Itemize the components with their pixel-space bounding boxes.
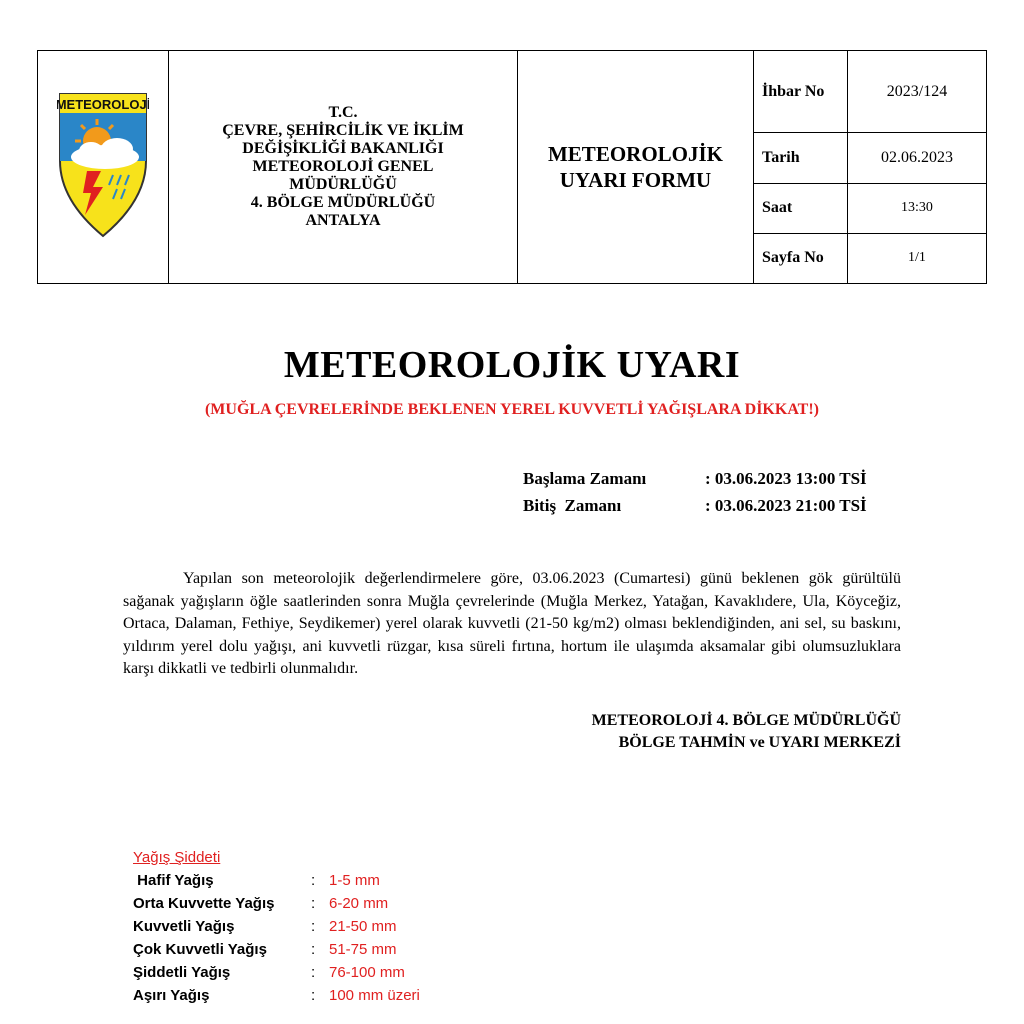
field-label-sayfa: Sayfa No <box>754 233 848 283</box>
signature-line: METEOROLOJİ 4. BÖLGE MÜDÜRLÜĞÜ <box>591 712 901 729</box>
ministry-line: MÜDÜRLÜĞÜ <box>289 176 397 193</box>
start-time-value: : 03.06.2023 13:00 TSİ <box>705 469 867 488</box>
scale-range: 1-5 mm <box>329 872 380 889</box>
ministry-line: DEĞİŞİKLİĞİ BAKANLIĞI <box>242 140 444 157</box>
scale-colon: : <box>311 941 316 958</box>
scale-colon: : <box>311 987 316 1004</box>
ministry-line: T.C. <box>328 104 358 121</box>
ministry-line: ANTALYA <box>305 212 381 229</box>
page-title: METEOROLOJİK UYARI <box>283 344 741 386</box>
header-table <box>37 50 987 284</box>
field-value-tarih: 02.06.2023 <box>848 133 987 183</box>
meteoroloji-logo <box>57 91 149 239</box>
scale-name: Orta Kuvvette Yağış <box>133 895 275 912</box>
precipitation-scale <box>133 846 420 1007</box>
scale-row <box>133 938 420 961</box>
ministry-cell <box>169 51 518 284</box>
scale-colon: : <box>311 918 316 935</box>
scale-range: 76-100 mm <box>329 964 405 981</box>
time-block <box>523 465 867 519</box>
field-value-sayfa: 1/1 <box>848 233 987 283</box>
logo-cell <box>38 51 169 284</box>
scale-row <box>133 984 420 1007</box>
field-value-saat: 13:30 <box>848 183 987 233</box>
field-label-tarih: Tarih <box>754 133 848 183</box>
start-time-row <box>523 465 867 492</box>
ministry-line: METEOROLOJİ GENEL <box>252 158 434 175</box>
scale-row <box>133 869 420 892</box>
warning-subtitle: (MUĞLA ÇEVRELERİNDE BEKLENEN YEREL KUVVETLİ YAĞIŞLARA DİKKAT!) <box>204 401 820 418</box>
start-time-label: Başlama Zamanı <box>523 469 647 488</box>
warning-body: Yapılan son meteorolojik değerlendirmelere göre, 03.06.2023 (Cumartesi) günü beklenen gök gürültülü sağanak yağışların öğle saatlerinden sonra Muğla çevrelerinde (Muğla Merkez, Yatağan, Kavaklıdere, Ula, Köyceğiz, Ortaca, Dalaman, Fethiye, Seydikemer) yerel olarak kuvvetli (21-50 kg/m2) olması beklendiğinden, ani sel, su baskını, yıldırım yerel dolu yağışı, ani kuvvetli rüzgar, kısa süreli fırtına, hortum ile ulaşımda aksamalar gibi olumsuzluklara karşı dikkatli ve tedbirli olunmalıdır. <box>123 570 901 677</box>
field-value-ihbar: 2023/124 <box>848 51 987 133</box>
scale-range: 6-20 mm <box>329 895 389 912</box>
end-time-label: Bitiş Zamanı <box>523 496 622 515</box>
scale-name: Şiddetli Yağış <box>133 964 231 981</box>
scale-row <box>133 961 420 984</box>
signature-line: BÖLGE TAHMİN ve UYARI MERKEZİ <box>618 734 901 751</box>
field-label-ihbar: İhbar No <box>754 51 848 133</box>
ministry-line: 4. BÖLGE MÜDÜRLÜĞÜ <box>250 194 436 211</box>
end-time-row <box>523 492 867 519</box>
scale-colon: : <box>311 872 316 889</box>
scale-row <box>133 915 420 938</box>
scale-name: Kuvvetli Yağış <box>133 918 235 935</box>
logo-text: METEOROLOJİ <box>57 96 149 112</box>
scale-range: 51-75 mm <box>329 941 397 958</box>
form-title-line: METEOROLOJİK <box>547 142 724 166</box>
scale-title: Yağış Şiddeti <box>133 849 221 866</box>
field-label-saat: Saat <box>754 183 848 233</box>
scale-colon: : <box>311 895 316 912</box>
scale-row <box>133 892 420 915</box>
signature-block <box>592 710 901 754</box>
form-title-cell <box>518 51 754 284</box>
scale-range: 100 mm üzeri <box>329 987 420 1004</box>
scale-name: Hafif Yağış <box>133 872 214 889</box>
form-title-line: UYARI FORMU <box>559 168 712 192</box>
scale-range: 21-50 mm <box>329 918 397 935</box>
end-time-value: : 03.06.2023 21:00 TSİ <box>705 496 867 515</box>
scale-colon: : <box>311 964 316 981</box>
ministry-line: ÇEVRE, ŞEHİRCİLİK VE İKLİM <box>222 122 464 139</box>
scale-name: Çok Kuvvetli Yağış <box>133 941 267 958</box>
scale-name: Aşırı Yağış <box>133 987 210 1004</box>
